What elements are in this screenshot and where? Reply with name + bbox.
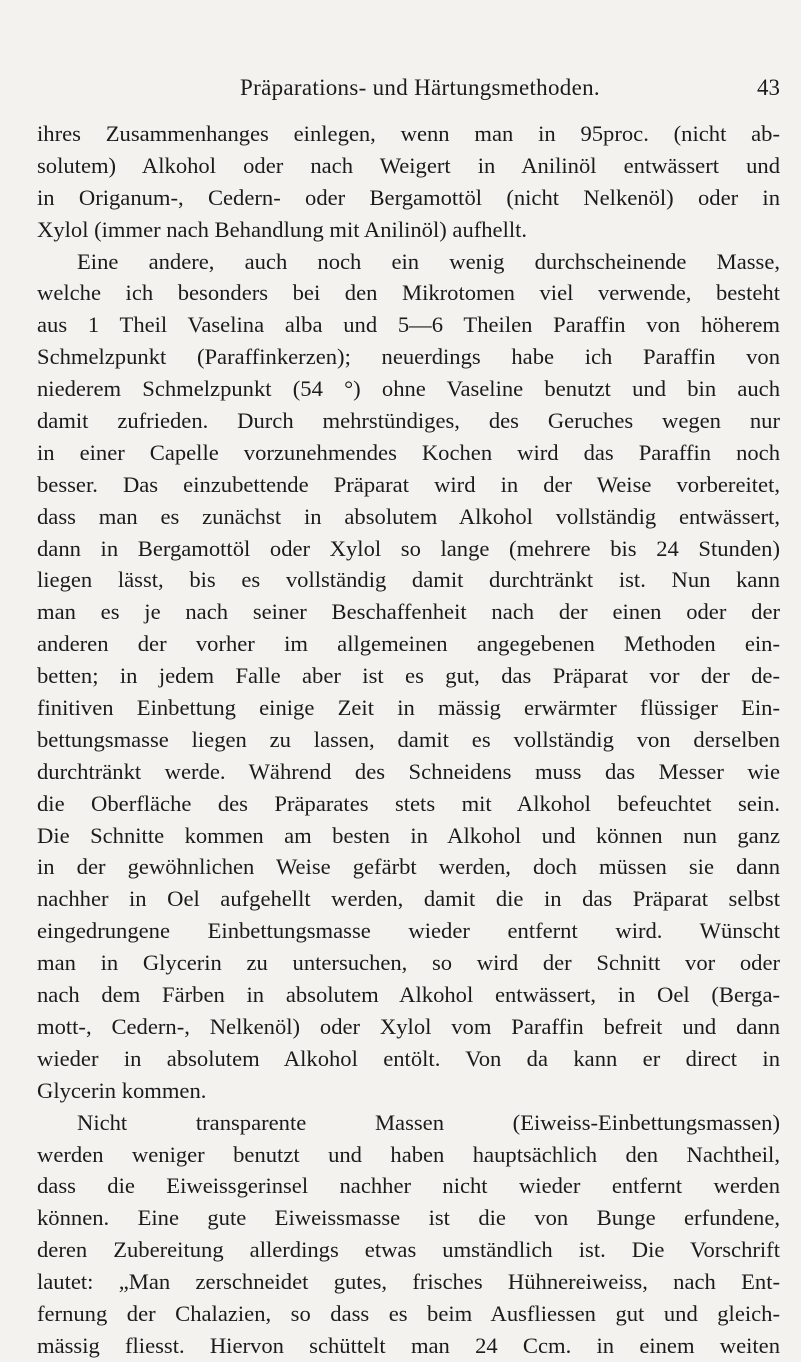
text-line: besser. Das einzubettende Präparat wird in der Weise vorbereitet, [37,471,780,497]
text-line: liegen lässt, bis es vollständig damit durchtränkt ist. Nun kann [37,567,780,593]
text-line: können. Eine gute Eiweissmasse ist die von Bunge erfundene, [37,1205,780,1231]
text-line: betten; in jedem Falle aber ist es gut, das Präparat vor der de- [37,663,780,689]
text-line: anderen der vorher im allgemeinen angegebenen Methoden ein- [37,631,780,657]
text-line: deren Zubereitung allerdings etwas umständlich ist. Die Vorschrift [37,1237,780,1263]
text-line: mässig fliesst. Hiervon schüttelt man 24 Ccm. in einem weiten [37,1332,780,1358]
text-line: fernung der Chalazien, so dass es beim Ausfliessen gut und gleich- [37,1300,780,1326]
text-line: eingedrungene Einbettungsmasse wieder entfernt wird. Wünscht [37,918,780,944]
running-title: Präparations- und Härtungsmethoden. [240,75,600,100]
text-line: dass die Eiweissgerinsel nachher nicht wieder entfernt werden [37,1173,780,1199]
text-line: werden weniger benutzt und haben hauptsächlich den Nachtheil, [37,1141,780,1167]
text-line: dann in Bergamottöl oder Xylol so lange (mehrere bis 24 Stunden) [37,535,780,561]
text-line: Glycerin kommen. [37,1077,207,1103]
text-line: nach dem Färben in absolutem Alkohol entwässert, in Oel (Berga- [37,982,780,1008]
text-line: mott-, Cedern-, Nelkenöl) oder Xylol vom Paraffin befreit und dann [37,1013,780,1039]
running-head [150,70,780,106]
text-line: niederem Schmelzpunkt (54 °) ohne Vaseline benutzt und bin auch [37,376,780,402]
text-line: Xylol (immer nach Behandlung mit Anilinöl) aufhellt. [37,216,528,242]
text-line: in der gewöhnlichen Weise gefärbt werden, doch müssen sie dann [37,854,780,880]
text-line: damit zufrieden. Durch mehrstündiges, des Geruches wegen nur [37,408,780,434]
text-line: ihres Zusammenhanges einlegen, wenn man in 95proc. (nicht ab- [37,121,780,146]
text-line: Schmelzpunkt (Paraffinkerzen); neuerdings habe ich Paraffin von [37,344,780,370]
text-line: durchtränkt werde. Während des Schneidens muss das Messer wie [37,758,780,784]
text-line: Die Schnitte kommen am besten in Alkohol und können nun ganz [37,822,780,848]
text-line: bettungsmasse liegen zu lassen, damit es vollständig von derselben [37,726,780,752]
text-line: aus 1 Theil Vaselina alba und 5—6 Theilen Paraffin von höherem [37,312,780,338]
text-line: in einer Capelle vorzunehmendes Kochen wird das Paraffin noch [37,439,780,465]
text-line: solutem) Alkohol oder nach Weigert in Anilinöl entwässert und [37,152,780,178]
page-number: 43 [757,75,780,100]
text-line: dass man es zunächst in absolutem Alkohol vollständig entwässert, [37,503,780,529]
text-line: man in Glycerin zu untersuchen, so wird der Schnitt vor oder [37,950,780,976]
text-line: finitiven Einbettung einige Zeit in mässig erwärmter flüssiger Ein- [37,695,780,721]
text-line: die Oberfläche des Präparates stets mit Alkohol befeuchtet sein. [37,790,780,816]
text-line: wieder in absolutem Alkohol entölt. Von da kann er direct in [37,1045,780,1071]
text-line: Eine andere, auch noch ein wenig durchscheinende Masse, [77,248,780,274]
text-line: nachher in Oel aufgehellt werden, damit die in das Präparat selbst [37,886,780,912]
text-line: lautet: „Man zerschneidet gutes, frisches Hühnereiweiss, nach Ent- [37,1269,780,1295]
text-line: in Origanum-, Cedern- oder Bergamottöl (nicht Nelkenöl) oder in [37,184,780,210]
text-line: Nicht transparente Massen (Eiweiss-Einbettungsmassen) [77,1109,780,1135]
text-line: welche ich besonders bei den Mikrotomen viel verwende, besteht [37,280,780,306]
text-line: man es je nach seiner Beschaffenheit nach der einen oder der [37,599,780,625]
body-text [37,118,780,1362]
